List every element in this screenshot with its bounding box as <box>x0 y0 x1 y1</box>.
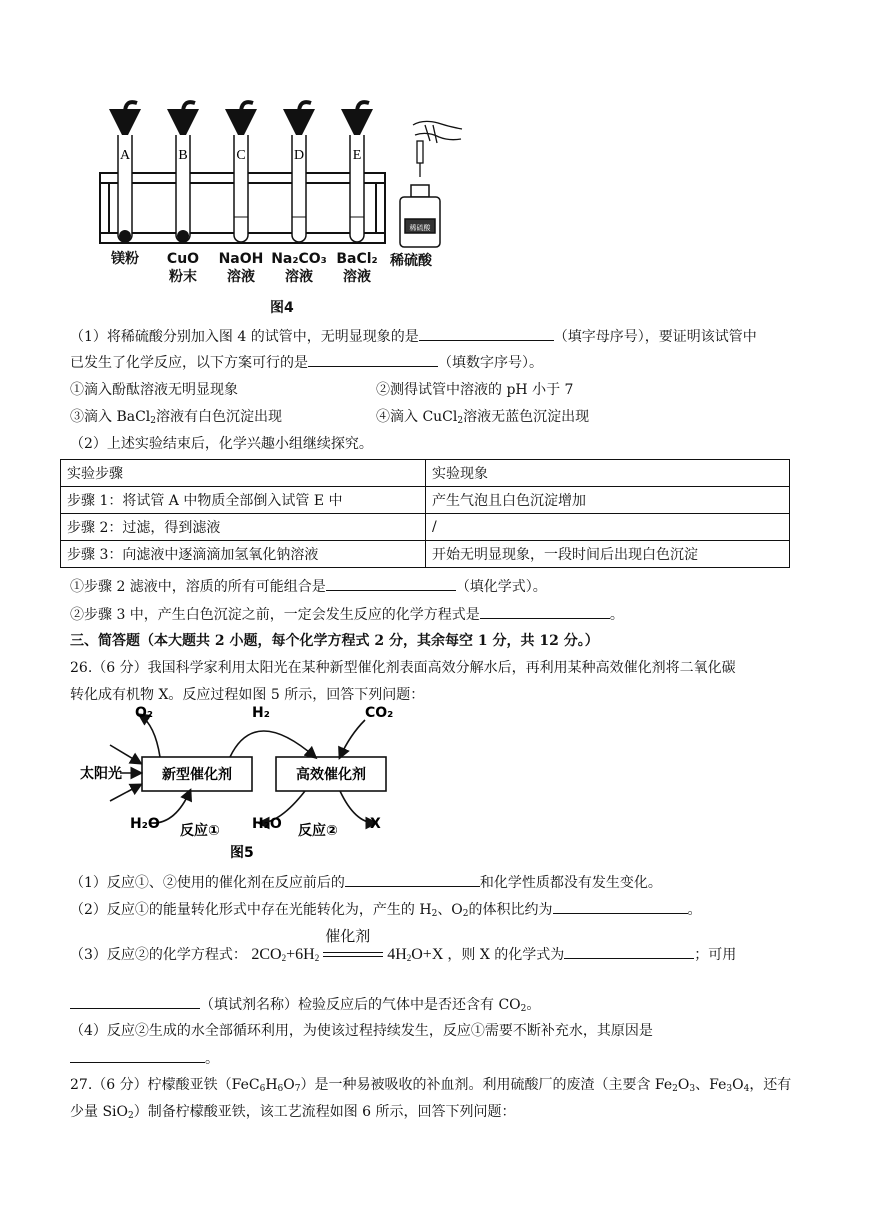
solid-powder <box>177 230 189 242</box>
new-catalyst-label: 新型催化剂 <box>162 767 232 783</box>
answer-blank[interactable] <box>70 1048 205 1063</box>
q26-part1: （1）反应①、②使用的催化剂在反应前后的 和化学性质都没有发生变化。 <box>70 872 662 893</box>
q27-line1: 27.（6 分）柠檬酸亚铁$(FeC_6H_6O_7)$是一种易被吸收的补血剂。利用硫酸厂的废渣（主要含 $Fe_2O_3$、$Fe_3O_4$，还有 <box>70 1077 792 1094</box>
tube-letter: D <box>293 148 305 163</box>
option-3: ③滴入 BaCl$_2$溶液有白色沉淀出现 <box>70 409 283 426</box>
equation-arrow <box>323 927 383 962</box>
section-3-title: 三、简答题（本大题共 2 小题，每个化学方程式 2 分，其余每空 1 分，共 12 分。） <box>70 633 599 649</box>
q26-part4: （4）反应②生成的水全部循环利用，为使该过程持续发生，反应①需要不断补充水，其原因是 <box>70 1023 653 1039</box>
answer-blank[interactable] <box>326 576 456 591</box>
h2o-mid-label: H₂O <box>252 816 282 832</box>
efficient-catalyst-label: 高效催化剂 <box>296 767 366 783</box>
reagent-form: 溶液 <box>227 269 255 285</box>
x-label: X <box>370 816 381 832</box>
table-cell: 步骤 2：过滤，得到滤液 <box>61 514 426 541</box>
q25-part2-intro: （2）上述实验结束后，化学兴趣小组继续探究。 <box>70 436 373 452</box>
answer-blank[interactable] <box>345 872 480 887</box>
tube-letter: A <box>119 148 131 163</box>
solid-powder <box>119 230 131 242</box>
table-header-cell: 实验现象 <box>426 460 790 487</box>
tube-letter: E <box>352 148 362 163</box>
answer-blank[interactable] <box>480 604 610 619</box>
down-arrow-icon <box>241 102 253 125</box>
tube-reagent-labels <box>0 250 869 290</box>
reagent-name: Na₂CO₃ <box>271 251 327 267</box>
tube-reagent-label <box>211 250 271 286</box>
co2-label: CO₂ <box>365 705 394 721</box>
reagent-form: 溶液 <box>285 269 313 285</box>
tube-reagent-label <box>95 250 155 268</box>
catalyst-condition: 催化剂 <box>325 927 371 946</box>
h2o-left-label: H₂O <box>130 816 160 832</box>
q26-part4-cont: 。 <box>70 1048 219 1069</box>
down-arrow-icon <box>357 102 369 125</box>
down-arrow-icon <box>299 102 311 125</box>
sulfuric-acid-bottle-icon <box>400 185 440 247</box>
option-2: ②测得试管中溶液的 pH 小于 7 <box>376 382 574 398</box>
q26-part3-cont: （填试剂名称）检验反应后的气体中是否还含有 $CO_2$。 <box>70 994 540 1015</box>
q27-line2: 少量 SiO$_2$）制备柠檬酸亚铁，该工艺流程如图 6 所示，回答下列问题： <box>70 1104 516 1121</box>
tube-reagent-label <box>153 250 213 286</box>
table-header-cell: 实验步骤 <box>61 460 426 487</box>
table-cell: 步骤 1：将试管 A 中物质全部倒入试管 E 中 <box>61 487 426 514</box>
table-cell: / <box>426 514 790 541</box>
q26-part2: （2）反应①的能量转化形式中存在光能转化为，产生的 $H_2$、$O_2$的体积比约为 。 <box>70 899 702 920</box>
q25-sub2: ②步骤 3 中，产生白色沉淀之前，一定会发生反应的化学方程式是 。 <box>70 604 624 625</box>
option-1: ①滴入酚酞溶液无明显现象 <box>70 382 238 398</box>
o2-label: O₂ <box>135 705 154 721</box>
reagent-form: 粉末 <box>169 269 197 285</box>
table-cell: 产生气泡且白色沉淀增加 <box>426 487 790 514</box>
figure-4-caption: 图4 <box>270 300 294 316</box>
q26-line1: 26.（6 分）我国科学家利用太阳光在某种新型催化剂表面高效分解水后，再利用某种高效催化剂将二氧化碳 <box>70 660 736 676</box>
reagent-name: BaCl₂ <box>336 251 378 267</box>
tube-letter: B <box>178 148 188 163</box>
q25-part1-line1: （1）将稀硫酸分别加入图 4 的试管中，无明显现象的是 （填字母序号），要证明该试管中 <box>70 326 757 347</box>
figure-5-reaction-diagram <box>80 705 440 865</box>
reagent-name: 镁粉 <box>111 251 139 267</box>
tube-reagent-label <box>269 250 329 286</box>
answer-blank[interactable] <box>308 352 438 367</box>
table-row <box>61 514 790 541</box>
option-4: ④滴入 CuCl$_2$溶液无蓝色沉淀出现 <box>376 409 590 426</box>
q25-sub1: ①步骤 2 滤液中，溶质的所有可能组合是 （填化学式）。 <box>70 576 547 597</box>
reagent-name: CuO <box>166 251 200 267</box>
q26-part3: （3）反应②的化学方程式： $2CO_2+6H_2$ 催化剂 $4H_2O+X$ ，则 X 的化学式为 ；可用 <box>70 927 737 963</box>
table-row <box>61 487 790 514</box>
table-cell: 开始无明显现象，一段时间后出现白色沉淀 <box>426 541 790 568</box>
q26-line2: 转化成有机物 X。反应过程如图 5 所示，回答下列问题： <box>70 687 425 703</box>
reaction-2-label: 反应② <box>298 823 338 839</box>
chemical-equation: $2CO_2+6H_2$ 催化剂 $4H_2O+X$ <box>251 927 444 963</box>
experiment-table <box>60 459 790 568</box>
tube-letter: C <box>236 148 246 163</box>
sunlight-label: 太阳光 <box>80 766 122 782</box>
table-header-row <box>61 460 790 487</box>
answer-blank[interactable] <box>70 994 200 1009</box>
reaction-1-label: 反应① <box>180 823 220 839</box>
answer-blank[interactable] <box>419 326 554 341</box>
answer-blank[interactable] <box>564 944 694 959</box>
q25-part1-line2: 已发生了化学反应，以下方案可行的是 （填数字序号）。 <box>70 352 543 373</box>
dropper-reagent-label: 稀硫酸 <box>390 253 432 269</box>
table-cell: 步骤 3：向滤液中逐滴滴加氢氧化钠溶液 <box>61 541 426 568</box>
bottle-label: 稀硫酸 <box>409 224 431 232</box>
table-row <box>61 541 790 568</box>
dropper-hand-icon <box>413 121 462 177</box>
reagent-name: NaOH <box>218 251 264 267</box>
figure-5-caption: 图5 <box>230 845 254 861</box>
reagent-form: 溶液 <box>343 269 371 285</box>
tube-reagent-label <box>327 250 387 286</box>
down-arrow-icon <box>125 102 137 125</box>
answer-blank[interactable] <box>553 899 688 914</box>
down-arrow-icon <box>183 102 195 125</box>
h2-label: H₂ <box>252 705 270 721</box>
